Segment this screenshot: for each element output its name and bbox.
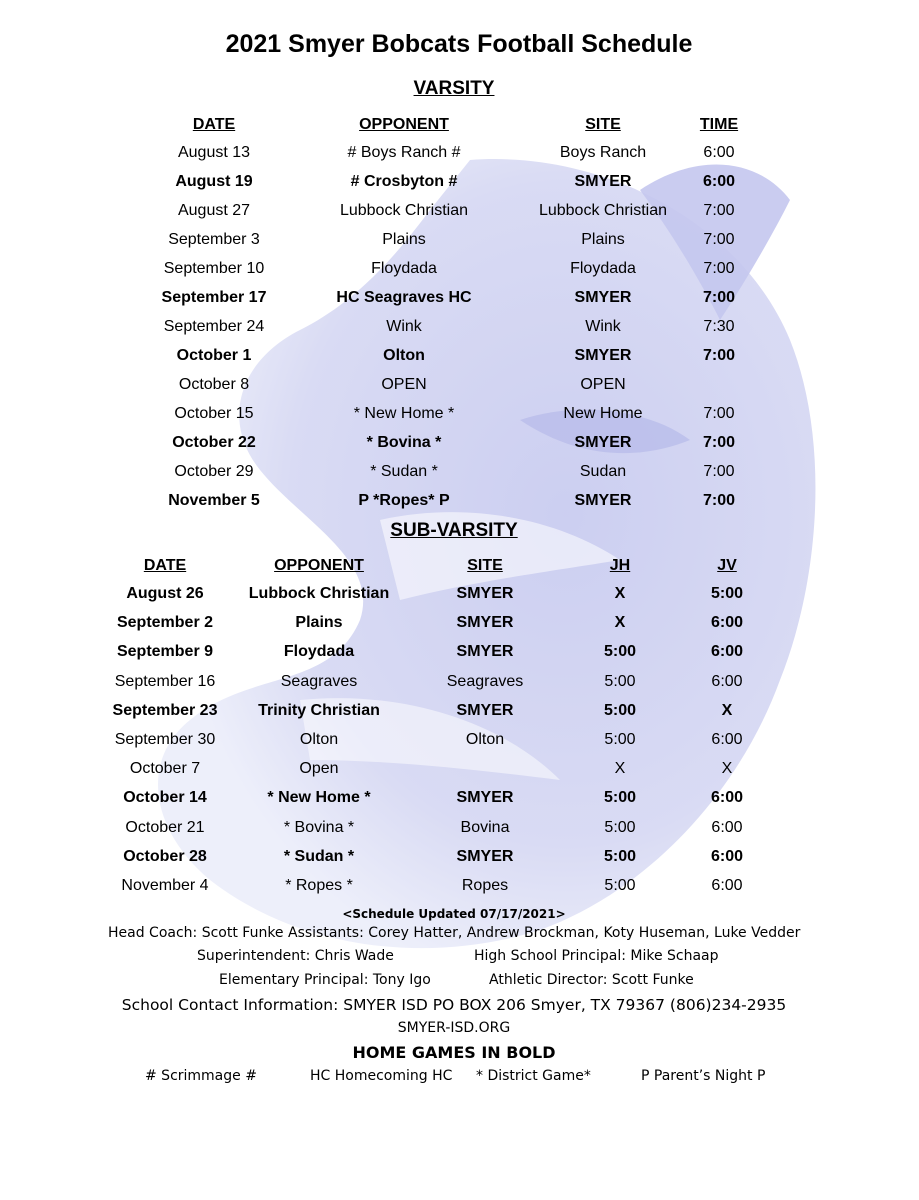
cell-opponent: * Sudan * bbox=[370, 463, 438, 480]
col-header-site: SITE bbox=[585, 116, 621, 133]
cell-jh: 5:00 bbox=[604, 877, 636, 894]
cell-site: Wink bbox=[585, 318, 621, 335]
cell-site: SMYER bbox=[574, 347, 632, 364]
cell-opponent: Floydada bbox=[283, 643, 355, 661]
cell-site: OPEN bbox=[580, 376, 626, 393]
cell-opponent: Lubbock Christian bbox=[248, 585, 390, 602]
cell-opponent: Open bbox=[299, 760, 339, 778]
cell-site: Bovina bbox=[460, 818, 510, 836]
cell-site: Lubbock Christian bbox=[538, 202, 668, 219]
cell-time: 7:00 bbox=[702, 434, 736, 451]
cell-site: SMYER bbox=[456, 701, 514, 719]
cell-time: 6:00 bbox=[703, 144, 735, 161]
cell-jv: 5:00 bbox=[710, 585, 744, 602]
cell-time: 7:00 bbox=[703, 202, 735, 219]
cell-opponent: Seagraves bbox=[280, 672, 358, 690]
cell-date: October 7 bbox=[129, 760, 201, 778]
cell-site: Ropes bbox=[461, 877, 509, 894]
cell-site: SMYER bbox=[574, 434, 632, 451]
cell-time: 7:00 bbox=[702, 289, 736, 306]
cell-site: New Home bbox=[563, 405, 643, 422]
cell-time: 7:00 bbox=[703, 231, 735, 248]
cell-date: September 17 bbox=[161, 289, 267, 306]
cell-date: September 30 bbox=[114, 731, 216, 748]
cell-date: August 27 bbox=[177, 202, 251, 219]
cell-time: 6:00 bbox=[702, 173, 736, 190]
cell-jh: 5:00 bbox=[603, 847, 637, 865]
varsity-heading: VARSITY bbox=[413, 78, 495, 99]
cell-jh: 5:00 bbox=[603, 789, 637, 807]
cell-date: August 13 bbox=[177, 144, 251, 161]
legend-district-game: * District Game* bbox=[476, 1068, 591, 1084]
cell-date: October 14 bbox=[123, 789, 207, 807]
home-games-note: HOME GAMES IN BOLD bbox=[352, 1043, 556, 1062]
cell-jv: 6:00 bbox=[711, 877, 743, 894]
cell-opponent: P *Ropes* P bbox=[358, 492, 450, 509]
cell-opponent: # Boys Ranch # bbox=[347, 144, 461, 161]
cell-date: November 5 bbox=[168, 492, 260, 509]
cell-date: September 3 bbox=[168, 231, 260, 248]
cell-date: September 23 bbox=[112, 701, 218, 719]
cell-jh: 5:00 bbox=[604, 672, 636, 690]
col-header-jv: JV bbox=[717, 557, 737, 574]
cell-date: November 4 bbox=[121, 877, 209, 894]
cell-opponent: Olton bbox=[383, 347, 425, 364]
cell-time: 7:00 bbox=[703, 463, 735, 480]
cell-date: September 2 bbox=[116, 614, 214, 632]
cell-opponent: * New Home * bbox=[267, 789, 371, 807]
cell-date: October 8 bbox=[178, 376, 250, 393]
legend-homecoming: HC Homecoming HC bbox=[310, 1068, 453, 1084]
cell-opponent: Olton bbox=[299, 731, 339, 748]
cell-site: SMYER bbox=[456, 847, 514, 865]
legend-scrimmage: # Scrimmage # bbox=[145, 1068, 257, 1084]
cell-jv: 6:00 bbox=[711, 818, 743, 836]
head-coach: Head Coach: Scott Funke bbox=[108, 925, 284, 941]
cell-jv: X bbox=[721, 701, 733, 719]
page-title: 2021 Smyer Bobcats Football Schedule bbox=[225, 30, 693, 58]
cell-jh: 5:00 bbox=[604, 818, 636, 836]
cell-jv: X bbox=[721, 760, 733, 778]
cell-date: October 28 bbox=[123, 847, 207, 865]
cell-opponent: # Crosbyton # bbox=[350, 173, 458, 190]
cell-site: Boys Ranch bbox=[559, 144, 647, 161]
cell-site: Olton bbox=[465, 731, 505, 748]
cell-opponent: Trinity Christian bbox=[258, 701, 380, 719]
cell-site: SMYER bbox=[574, 289, 632, 306]
cell-opponent: Plains bbox=[295, 614, 343, 632]
school-contact: School Contact Information: SMYER ISD PO BOX 206 Smyer, TX 79367 (806)234-2935 bbox=[121, 996, 787, 1014]
cell-date: September 10 bbox=[163, 260, 265, 277]
cell-date: September 24 bbox=[163, 318, 265, 335]
col-header-opponent: OPPONENT bbox=[274, 557, 364, 574]
cell-site: SMYER bbox=[456, 789, 514, 807]
cell-site: SMYER bbox=[574, 492, 632, 509]
col-header-date: DATE bbox=[192, 116, 236, 133]
cell-date: October 15 bbox=[174, 405, 254, 422]
cell-opponent: Lubbock Christian bbox=[339, 202, 469, 219]
website-link[interactable]: SMYER-ISD.ORG bbox=[397, 1020, 511, 1036]
col-header-time: TIME bbox=[699, 116, 739, 133]
cell-site: Plains bbox=[581, 231, 625, 248]
cell-jv: 6:00 bbox=[711, 731, 743, 748]
cell-site: Floydada bbox=[570, 260, 636, 277]
cell-time: 7:00 bbox=[703, 260, 735, 277]
cell-time: 7:00 bbox=[702, 347, 736, 364]
cell-site: Sudan bbox=[579, 463, 627, 480]
cell-site: Seagraves bbox=[446, 672, 524, 690]
cell-date: August 26 bbox=[126, 585, 204, 602]
cell-jh: 5:00 bbox=[603, 701, 637, 719]
cell-date: October 1 bbox=[176, 347, 252, 364]
cell-opponent: Floydada bbox=[371, 260, 437, 277]
cell-date: August 19 bbox=[175, 173, 253, 190]
cell-jh: X bbox=[614, 585, 626, 602]
cell-opponent: * Ropes * bbox=[285, 877, 353, 894]
cell-opponent: * Sudan * bbox=[283, 847, 355, 865]
cell-jh: 5:00 bbox=[603, 643, 637, 661]
cell-jv: 6:00 bbox=[711, 672, 743, 690]
cell-jv: 6:00 bbox=[710, 847, 744, 865]
cell-date: September 16 bbox=[114, 672, 216, 690]
col-header-site: SITE bbox=[467, 557, 503, 574]
cell-opponent: HC Seagraves HC bbox=[336, 289, 472, 306]
cell-jh: X bbox=[614, 760, 626, 778]
cell-jv: 6:00 bbox=[710, 614, 744, 632]
assistant-coaches: Assistants: Corey Hatter, Andrew Brockman, Koty Huseman, Luke Vedder bbox=[288, 925, 801, 941]
cell-jv: 6:00 bbox=[710, 643, 744, 661]
col-header-date: DATE bbox=[143, 557, 187, 574]
cell-time: 7:00 bbox=[702, 492, 736, 509]
elementary-principal: Elementary Principal: Tony Igo bbox=[219, 972, 431, 988]
col-header-jh: JH bbox=[609, 557, 631, 574]
cell-jv: 6:00 bbox=[710, 789, 744, 807]
cell-opponent: * New Home * bbox=[353, 405, 455, 422]
cell-time: 7:30 bbox=[703, 318, 735, 335]
cell-jh: 5:00 bbox=[604, 731, 636, 748]
high-school-principal: High School Principal: Mike Schaap bbox=[474, 948, 719, 964]
cell-jh: X bbox=[614, 614, 626, 632]
cell-site: SMYER bbox=[456, 585, 514, 602]
cell-opponent: Wink bbox=[386, 318, 422, 335]
cell-opponent: OPEN bbox=[381, 376, 427, 393]
cell-site: SMYER bbox=[456, 614, 514, 632]
athletic-director: Athletic Director: Scott Funke bbox=[489, 972, 694, 988]
schedule-updated-note: <Schedule Updated 07/17/2021> bbox=[342, 907, 566, 921]
col-header-opponent: OPPONENT bbox=[359, 116, 449, 133]
subvarsity-heading: SUB-VARSITY bbox=[390, 520, 518, 541]
cell-time: 7:00 bbox=[703, 405, 735, 422]
cell-opponent: * Bovina * bbox=[366, 434, 442, 451]
cell-opponent: * Bovina * bbox=[283, 818, 355, 836]
cell-opponent: Plains bbox=[382, 231, 426, 248]
cell-date: October 22 bbox=[172, 434, 256, 451]
cell-site: SMYER bbox=[456, 643, 514, 661]
cell-date: October 29 bbox=[174, 463, 254, 480]
cell-date: September 9 bbox=[116, 643, 214, 661]
superintendent: Superintendent: Chris Wade bbox=[197, 948, 394, 964]
cell-date: October 21 bbox=[125, 818, 205, 836]
legend-parents-night: P Parent’s Night P bbox=[641, 1068, 766, 1084]
cell-site: SMYER bbox=[574, 173, 632, 190]
